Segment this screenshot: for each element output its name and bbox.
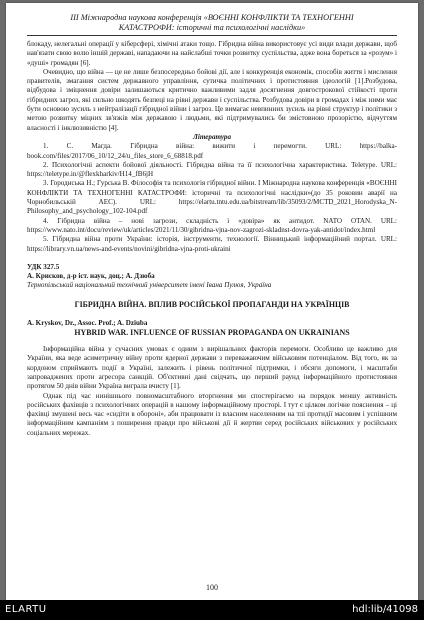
- udc-code: УДК 327.5: [27, 262, 60, 271]
- reference-item: 3. Городиська Н.; Гурська В. Філософія та психологія гібридної війни. І Міжнародна наукова конференція «ВОЄННІ КОНФЛІКТИ ТА ТЕХНОГЕННІ КАТАСТРОФИ: історичні та психологічні наслідки»(до 35 роковин аварії на Чорнобильській АЕС). URL: https://elartu.tntu.edu.ua/bitstream/lib/35093/2/MCTD_2021_Horodyska_N-Philosophy_and_psychology_102-104.pdf: [27, 179, 397, 216]
- header-line-1: ІІІ Міжнародна наукова конференція «ВОЄННІ КОНФЛІКТИ ТА ТЕХНОГЕННІ: [70, 13, 354, 22]
- article-paragraph-2: Однак під час нинішнього повномасштабного вторгнення ми спостерігаємо на порядок меншу активність російських фахівців з психологічних операцій в нашому інформаційному просторі. І тут є цілком логічне пояснення – ці фахівці змушені весь час «сидіти в обороні», аби працювати із власним населенням на тлі протидії масовим і успішним інформаційним кампаніям з поширення правди про військові дії й жертви серед російських військових у російських соціальних мережах.: [27, 391, 397, 437]
- affiliation: Тернопільський національний технічний університет імені Івана Пулюя, Україна: [27, 281, 272, 290]
- reference-item: 1. С. Магда. Гібридна війна: вижити і перемогти. URL: https://balka-book.com/files/2017/06_10/12_24/u_files_store_6_68818.pdf: [27, 142, 397, 160]
- repository-name: ELARTU: [5, 604, 47, 615]
- page-content: [27, 3, 397, 438]
- header-line-2: КАТАСТРОФИ: історичні та психологічні наслідки»: [118, 23, 306, 32]
- article-title-en: HYBRID WAR. INFLUENCE OF RUSSIAN PROPAGANDA ON UKRAINIANS: [74, 328, 350, 338]
- references-heading: Література: [193, 132, 231, 141]
- header-rule: [27, 35, 397, 36]
- article-title-ua: ГІБРИДНА ВІЙНА. ВПЛИВ РОСІЙСЬКОЇ ПРОПАГАНДИ НА УКРАЇНЦІВ: [74, 299, 350, 309]
- running-header: [27, 13, 397, 33]
- reference-item: 2. Психологічні аспекти бойової діяльності. Гібридна війна та її психологічна характеристика. Teletype. URL: https://teletype.in/@flexkharkiv/H14_fB6jH: [27, 160, 397, 179]
- handle-identifier: hdl:lib/41098: [352, 604, 418, 615]
- reference-item: 5. Гібридна війна проти України: історія, інструменти, технології. Вінницький інформаційний портал. URL: https://library.vn.ua/news-and-events/novini/gibridna-vjna-proti-ukraini: [27, 235, 397, 253]
- document-page: [6, 3, 418, 600]
- article-paragraph-1: Інформаційна війна у сучасних умовах є одним з вирішальних факторів перемоги. Особливо це важливо для України, яка веде асиметричну війну проти ядерної держави з переважаючим військовим потенціалом. Від того, як за кордоном сприймають події в Україні, залежить і рівень політичної підтримки, і обсяги допомоги, і масштаби запроваджених проти агресора санкцій. Об'єктивні дані свідчать, що перший раунд інформаційного протистояння протягом 50 днів війни Україна виграла вчисту [1].: [27, 345, 397, 391]
- footer-bar: [0, 600, 424, 620]
- reference-item: 4. Гібридна війна – нові загрози, складність і «довіра» як антидот. NATO OTAN. URL: https://www.nato.int/docu/review/uk/articles/2021/11/30/gibridna-vjna-nov-zagrozi-skladnst-dovra-yak-antidot/index.html: [27, 216, 397, 234]
- body-paragraph-2: Очевидно, що війна — це не лише безпосередньо бойові дії, але і конкуренція економік, способів життя і мислення правителів, змагання систем державного управління, сутичка політичних і протистояння ідеологій [1].Розбудова, відбудова і зміцнення довіри залишаються критично важливими задля досягнення довгострокової стійкості проти гібридних загроз, які сильно шкодять безпеці на рівні держави і суспільства. Розбудова довіри в громадах і між ними має бути основою зусиль з нейтралізації гібридної війни і загроз. Це вимагає невпинних зусиль на рівні структур і політики з метою розвитку міцних зв'язків між державою і людьми, які підтримувались би змістовною прозорістю, відчуттям власності і інклюзивністю [4].: [27, 67, 397, 132]
- references-list: [27, 142, 397, 254]
- authors-ua: А. Крисков, д-р іст. наук, доц.; А. Дзюба: [27, 272, 155, 281]
- body-paragraph-1: блокаду, нелегальні операції у кіберсфері, хімічні атаки тощо. Гібридна війна використовує усі види влади держави, щоб нав'язати свою волю іншій державі, нападаючи на найслабші точки розвитку суспільства, адже вона бореться за «розум» і «душі» громадян [6].: [27, 40, 397, 67]
- page-number: 100: [206, 583, 218, 592]
- authors-en: A. Kryskov, Dr., Assoc. Prof.; A. Dziuba: [27, 318, 148, 327]
